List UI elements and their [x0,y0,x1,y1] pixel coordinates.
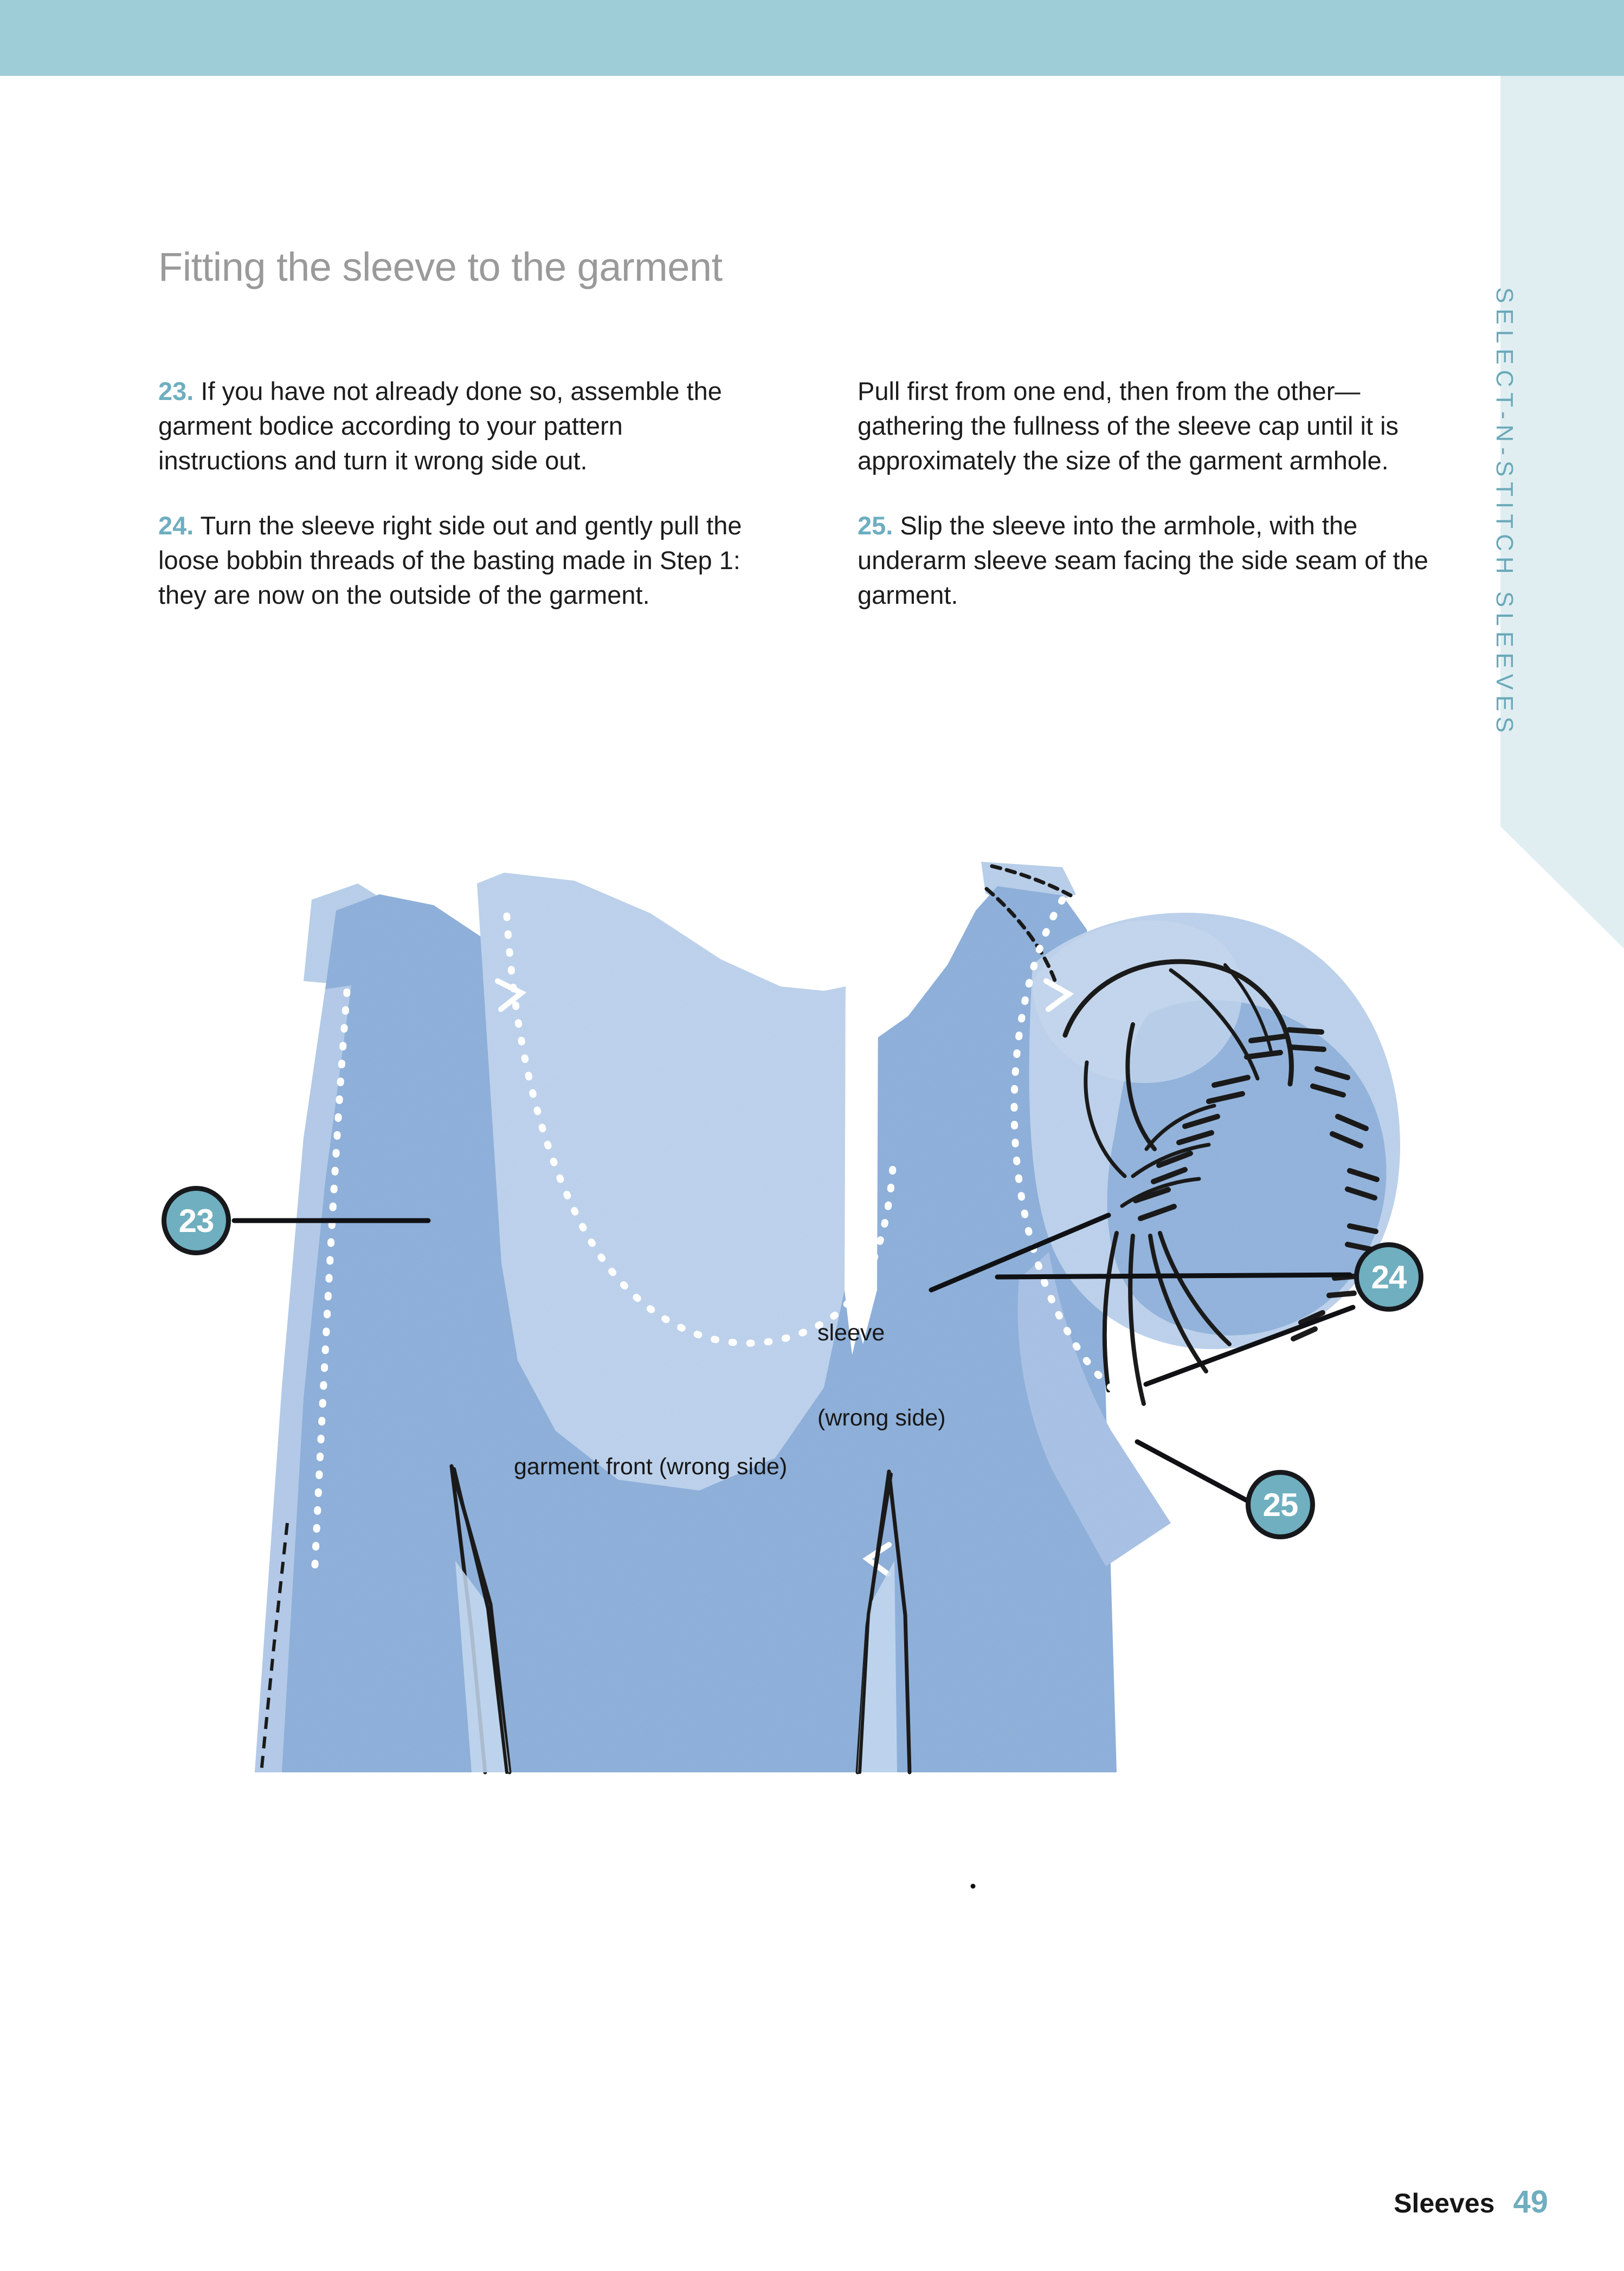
step-paragraph-24 [158,508,749,612]
callout-24: 24 [1354,1242,1423,1312]
continuation-text: Pull first from one end, then from the other—gathering the fullness of the sleeve cap until it is approximately the size of the garment armhole. [858,377,1399,475]
step-number-25: 25. [858,511,893,540]
step-text-23: If you have not already done so, assemble the garment bodice according to your pattern instructions and turn it wrong side out. [158,377,722,475]
page-footer [1394,2184,1548,2220]
step-number-24: 24. [158,511,194,540]
footer-section-name: Sleeves [1394,2188,1495,2218]
step-paragraph-23 [158,374,749,478]
leader-line-24-top [997,1275,1350,1277]
page-title: Fitting the sleeve to the garment [158,244,723,289]
step-paragraph-25 [858,508,1448,612]
callout-25: 25 [1246,1470,1315,1539]
callout-23: 23 [162,1186,231,1255]
leader-line-25 [1137,1442,1259,1507]
sleeve-label-line-2: (wrong side) [817,1405,946,1431]
step-number-23: 23. [158,377,194,405]
sleeve-wrong-side-label [817,1262,946,1461]
sewing-illustration [0,802,1624,2070]
garment-bodice-group [255,861,1117,1772]
sleeve-label-line-1: sleeve [817,1319,885,1346]
garment-front-wrong-side-label: garment front (wrong side) [514,1454,788,1480]
section-index-tab-label: SELECT-N-STITCH SLEEVES [1491,287,1518,738]
left-column [158,374,749,612]
continuation-paragraph [858,374,1448,478]
step-text-24: Turn the sleeve right side out and gently pull the loose bobbin threads of the basting made in Step 1: they are now on the outside of the garment. [158,511,742,609]
illustration-svg [0,802,1624,2070]
footer-page-number: 49 [1513,2184,1548,2220]
instruction-columns [158,374,1448,612]
step-text-25: Slip the sleeve into the armhole, with the underarm sleeve seam facing the side seam of the garment. [858,511,1428,609]
right-column [858,374,1448,612]
top-decorative-band [0,0,1624,76]
